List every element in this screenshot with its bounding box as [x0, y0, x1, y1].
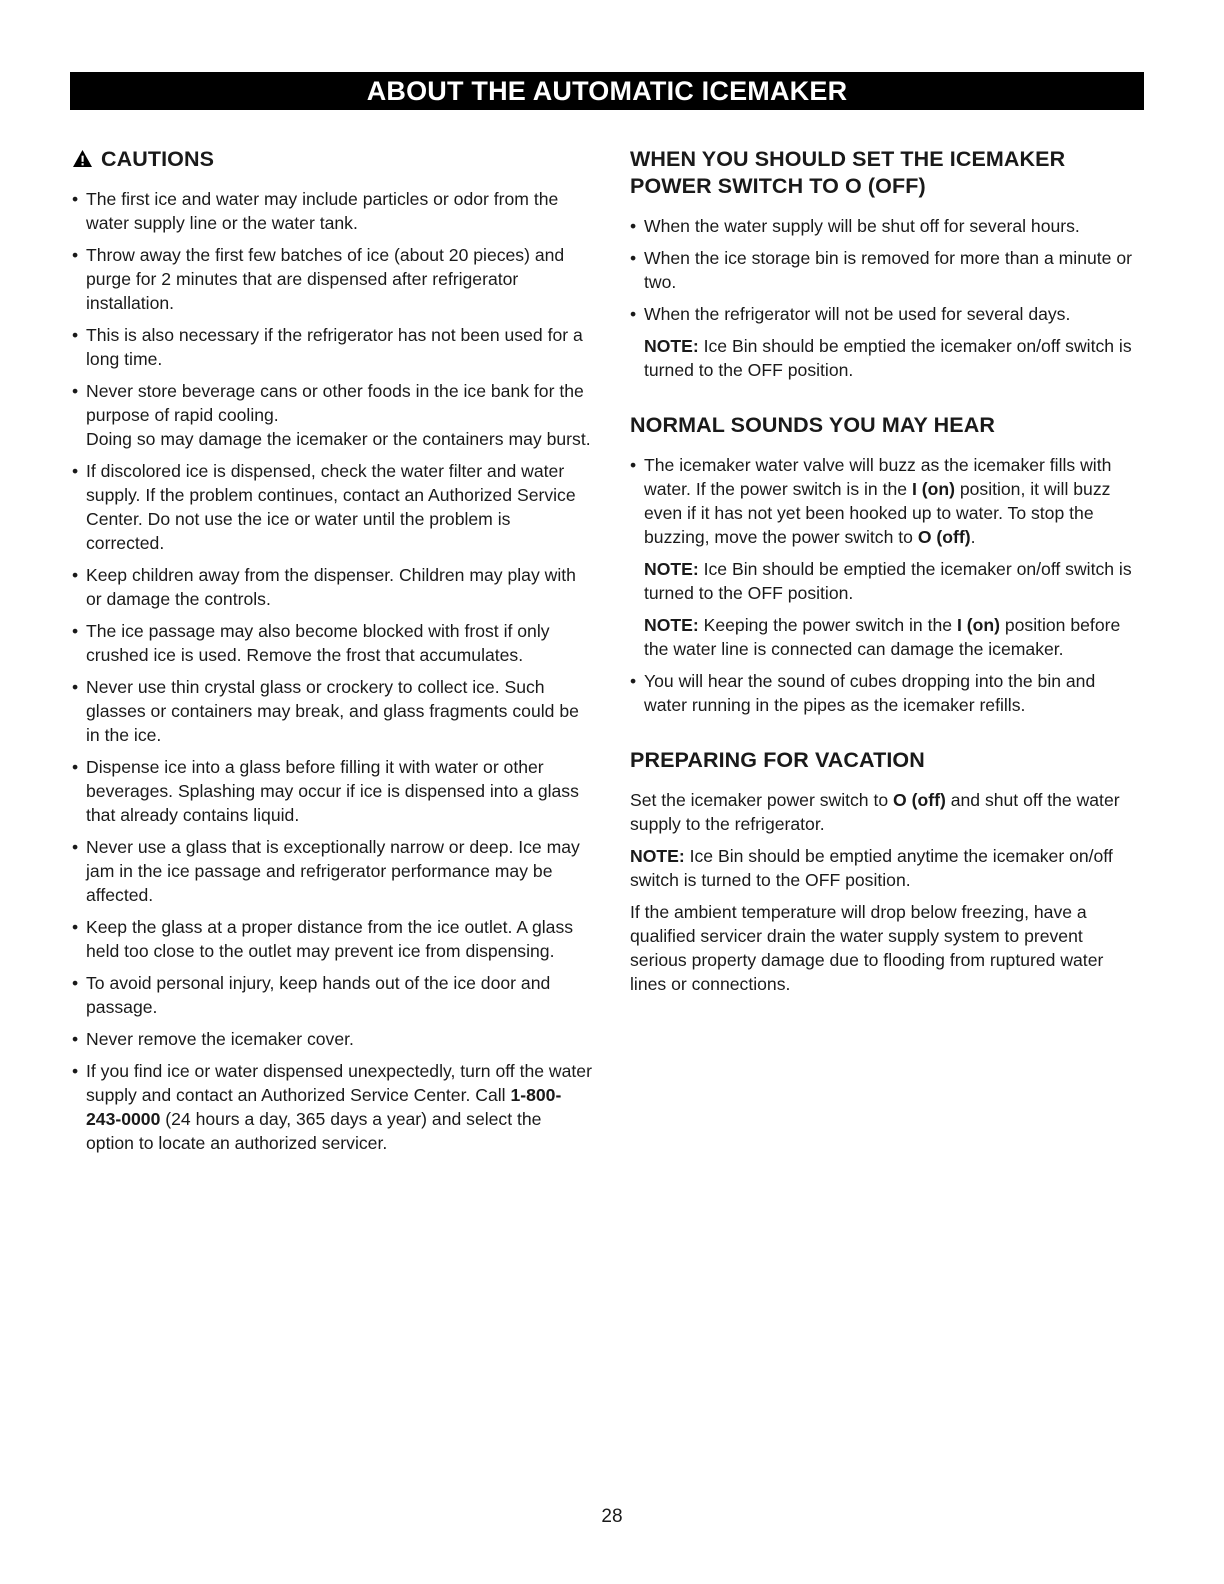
- bullet: •: [630, 671, 637, 691]
- vacation-heading: PREPARING FOR VACATION: [630, 748, 925, 772]
- list-item-text: Never use a glass that is exceptionally narrow or deep. Ice may jam in the ice passage and refrigerator performance may be affected.: [86, 837, 580, 905]
- cautions-list: [72, 187, 592, 1155]
- bullet: •: [72, 837, 79, 857]
- switch-off-note: [630, 334, 1138, 382]
- list-item: [72, 1027, 592, 1051]
- cautions-heading: [72, 146, 592, 173]
- page-banner: ABOUT THE AUTOMATIC ICEMAKER: [70, 72, 1144, 110]
- on-position-label: I (on): [956, 615, 1000, 635]
- list-item: [72, 1059, 592, 1155]
- bullet: •: [72, 973, 79, 993]
- list-item-text: You will hear the sound of cubes dropping into the bin and water running in the pipes as the icemaker refills.: [644, 671, 1096, 715]
- note-label: NOTE:: [644, 615, 699, 635]
- switch-off-heading: WHEN YOU SHOULD SET THE ICEMAKER POWER SWITCH TO O (OFF): [630, 147, 1066, 198]
- list-item-text-after: (24 hours a day, 365 days a year) and select the option to locate an authorized servicer.: [86, 1109, 542, 1153]
- bullet: •: [72, 917, 79, 937]
- right-column: [630, 146, 1138, 1004]
- body-text: Set the icemaker power switch to: [630, 790, 894, 810]
- bullet: •: [72, 1061, 79, 1081]
- service-phone-number: 1-800-243-0000: [86, 1085, 562, 1129]
- list-item-text: The ice passage may also become blocked with frost if only crushed ice is used. Remove the frost that accumulates.: [86, 621, 550, 665]
- list-item-text: Never use thin crystal glass or crockery to collect ice. Such glasses or containers may break, and glass fragments could be in the ice.: [86, 677, 579, 745]
- list-item: [630, 669, 1138, 717]
- list-item-text: The first ice and water may include particles or odor from the water supply line or the water tank.: [86, 189, 559, 233]
- bullet: •: [72, 565, 79, 585]
- bullet: •: [630, 455, 637, 475]
- note-text: position before the water line is connected can damage the icemaker.: [644, 615, 1121, 659]
- list-item-text: .: [970, 527, 976, 547]
- list-item: [72, 379, 592, 451]
- list-item: [630, 453, 1138, 549]
- list-item: [630, 214, 1138, 238]
- list-item-text: When the ice storage bin is removed for more than a minute or two.: [644, 248, 1132, 292]
- list-item: [72, 619, 592, 667]
- list-item-text: Keep the glass at a proper distance from the ice outlet. A glass held too close to the outlet may prevent ice from dispensing.: [86, 917, 574, 961]
- list-item-text-continued: Doing so may damage the icemaker or the containers may burst.: [86, 429, 591, 449]
- note-label: NOTE:: [630, 846, 685, 866]
- normal-sounds-heading: NORMAL SOUNDS YOU MAY HEAR: [630, 413, 995, 437]
- list-item-text: To avoid personal injury, keep hands out of the ice door and passage.: [86, 973, 551, 1017]
- note-label: NOTE:: [644, 559, 699, 579]
- list-item-text: Keep children away from the dispenser. Children may play with or damage the controls.: [86, 565, 576, 609]
- warning-icon: [72, 149, 93, 168]
- bullet: •: [72, 381, 79, 401]
- bullet: •: [72, 621, 79, 641]
- cautions-heading-text: CAUTIONS: [101, 147, 215, 171]
- bullet: •: [72, 189, 79, 209]
- switch-off-section: [630, 146, 1138, 382]
- list-item-text: If you find ice or water dispensed unexpectedly, turn off the water supply and contact an Authorized Service Center. Call: [86, 1061, 592, 1105]
- normal-sounds-section: [630, 412, 1138, 717]
- list-item-text: Never store beverage cans or other foods in the ice bank for the purpose of rapid cooling.: [86, 381, 584, 425]
- on-position-label: I (on): [911, 479, 955, 499]
- vacation-paragraph-1: [630, 788, 1138, 836]
- list-item-text: position, it will buzz even if it has not yet been hooked up to water. To stop the buzzing, move the power switch to: [644, 479, 1111, 547]
- list-item-text: When the water supply will be shut off for several hours.: [644, 216, 1080, 236]
- list-item-text: Never remove the icemaker cover.: [86, 1029, 354, 1049]
- list-item: [72, 835, 592, 907]
- bullet: •: [72, 245, 79, 265]
- list-item-text: The icemaker water valve will buzz as the icemaker fills with water. If the power switch is in the: [644, 455, 1112, 499]
- bullet: •: [72, 325, 79, 345]
- normal-sounds-list-2: [630, 669, 1138, 717]
- bullet: •: [72, 677, 79, 697]
- list-item: [630, 302, 1138, 326]
- note-text: Ice Bin should be emptied the icemaker on/off switch is turned to the OFF position.: [644, 559, 1132, 603]
- sounds-note-1: [630, 557, 1138, 605]
- list-item-text: If discolored ice is dispensed, check the water filter and water supply. If the problem continues, contact an Authorized Service Center. Do not use the ice or water until the problem is corrected.: [86, 461, 576, 553]
- normal-sounds-list: [630, 453, 1138, 549]
- vacation-paragraph-2: If the ambient temperature will drop below freezing, have a qualified servicer drain the water supply system to prevent serious property damage due to flooding from ruptured water lines or connections.: [630, 902, 1104, 994]
- sounds-note-2: [630, 613, 1138, 661]
- off-position-label: O (off): [917, 527, 971, 547]
- list-item-text: Dispense ice into a glass before filling it with water or other beverages. Splashing may occur if ice is dispensed into a glass that already contains liquid.: [86, 757, 579, 825]
- section-gap: [630, 390, 1138, 412]
- list-item: [72, 323, 592, 371]
- bullet: •: [72, 757, 79, 777]
- list-item: [630, 246, 1138, 294]
- note-label: NOTE:: [644, 336, 699, 356]
- list-item: [72, 243, 592, 315]
- switch-off-list: [630, 214, 1138, 326]
- vacation-note: [630, 844, 1138, 892]
- page-number: 28: [601, 1506, 623, 1527]
- note-text: Ice Bin should be emptied anytime the icemaker on/off switch is turned to the OFF position.: [630, 846, 1113, 890]
- bullet: •: [72, 461, 79, 481]
- cautions-section: [72, 146, 592, 1163]
- list-item-text: This is also necessary if the refrigerator has not been used for a long time.: [86, 325, 583, 369]
- list-item: [72, 459, 592, 555]
- body-text: and shut off the water supply to the refrigerator.: [630, 790, 1120, 834]
- list-item-text: Throw away the first few batches of ice (about 20 pieces) and purge for 2 minutes that are dispensed after refrigerator installation.: [86, 245, 565, 313]
- note-text: Keeping the power switch in the: [698, 615, 957, 635]
- bullet: •: [630, 304, 637, 324]
- off-position-label: O (off): [893, 790, 946, 810]
- list-item: [72, 563, 592, 611]
- vacation-section: [630, 747, 1138, 996]
- bullet: •: [630, 248, 637, 268]
- list-item: [72, 971, 592, 1019]
- list-item: [72, 675, 592, 747]
- section-gap: [630, 725, 1138, 747]
- note-text: Ice Bin should be emptied the icemaker on/off switch is turned to the OFF position.: [644, 336, 1132, 380]
- bullet: •: [630, 216, 637, 236]
- list-item: [72, 187, 592, 235]
- list-item: [72, 915, 592, 963]
- list-item: [72, 755, 592, 827]
- bullet: •: [72, 1029, 79, 1049]
- list-item-text: When the refrigerator will not be used for several days.: [644, 304, 1071, 324]
